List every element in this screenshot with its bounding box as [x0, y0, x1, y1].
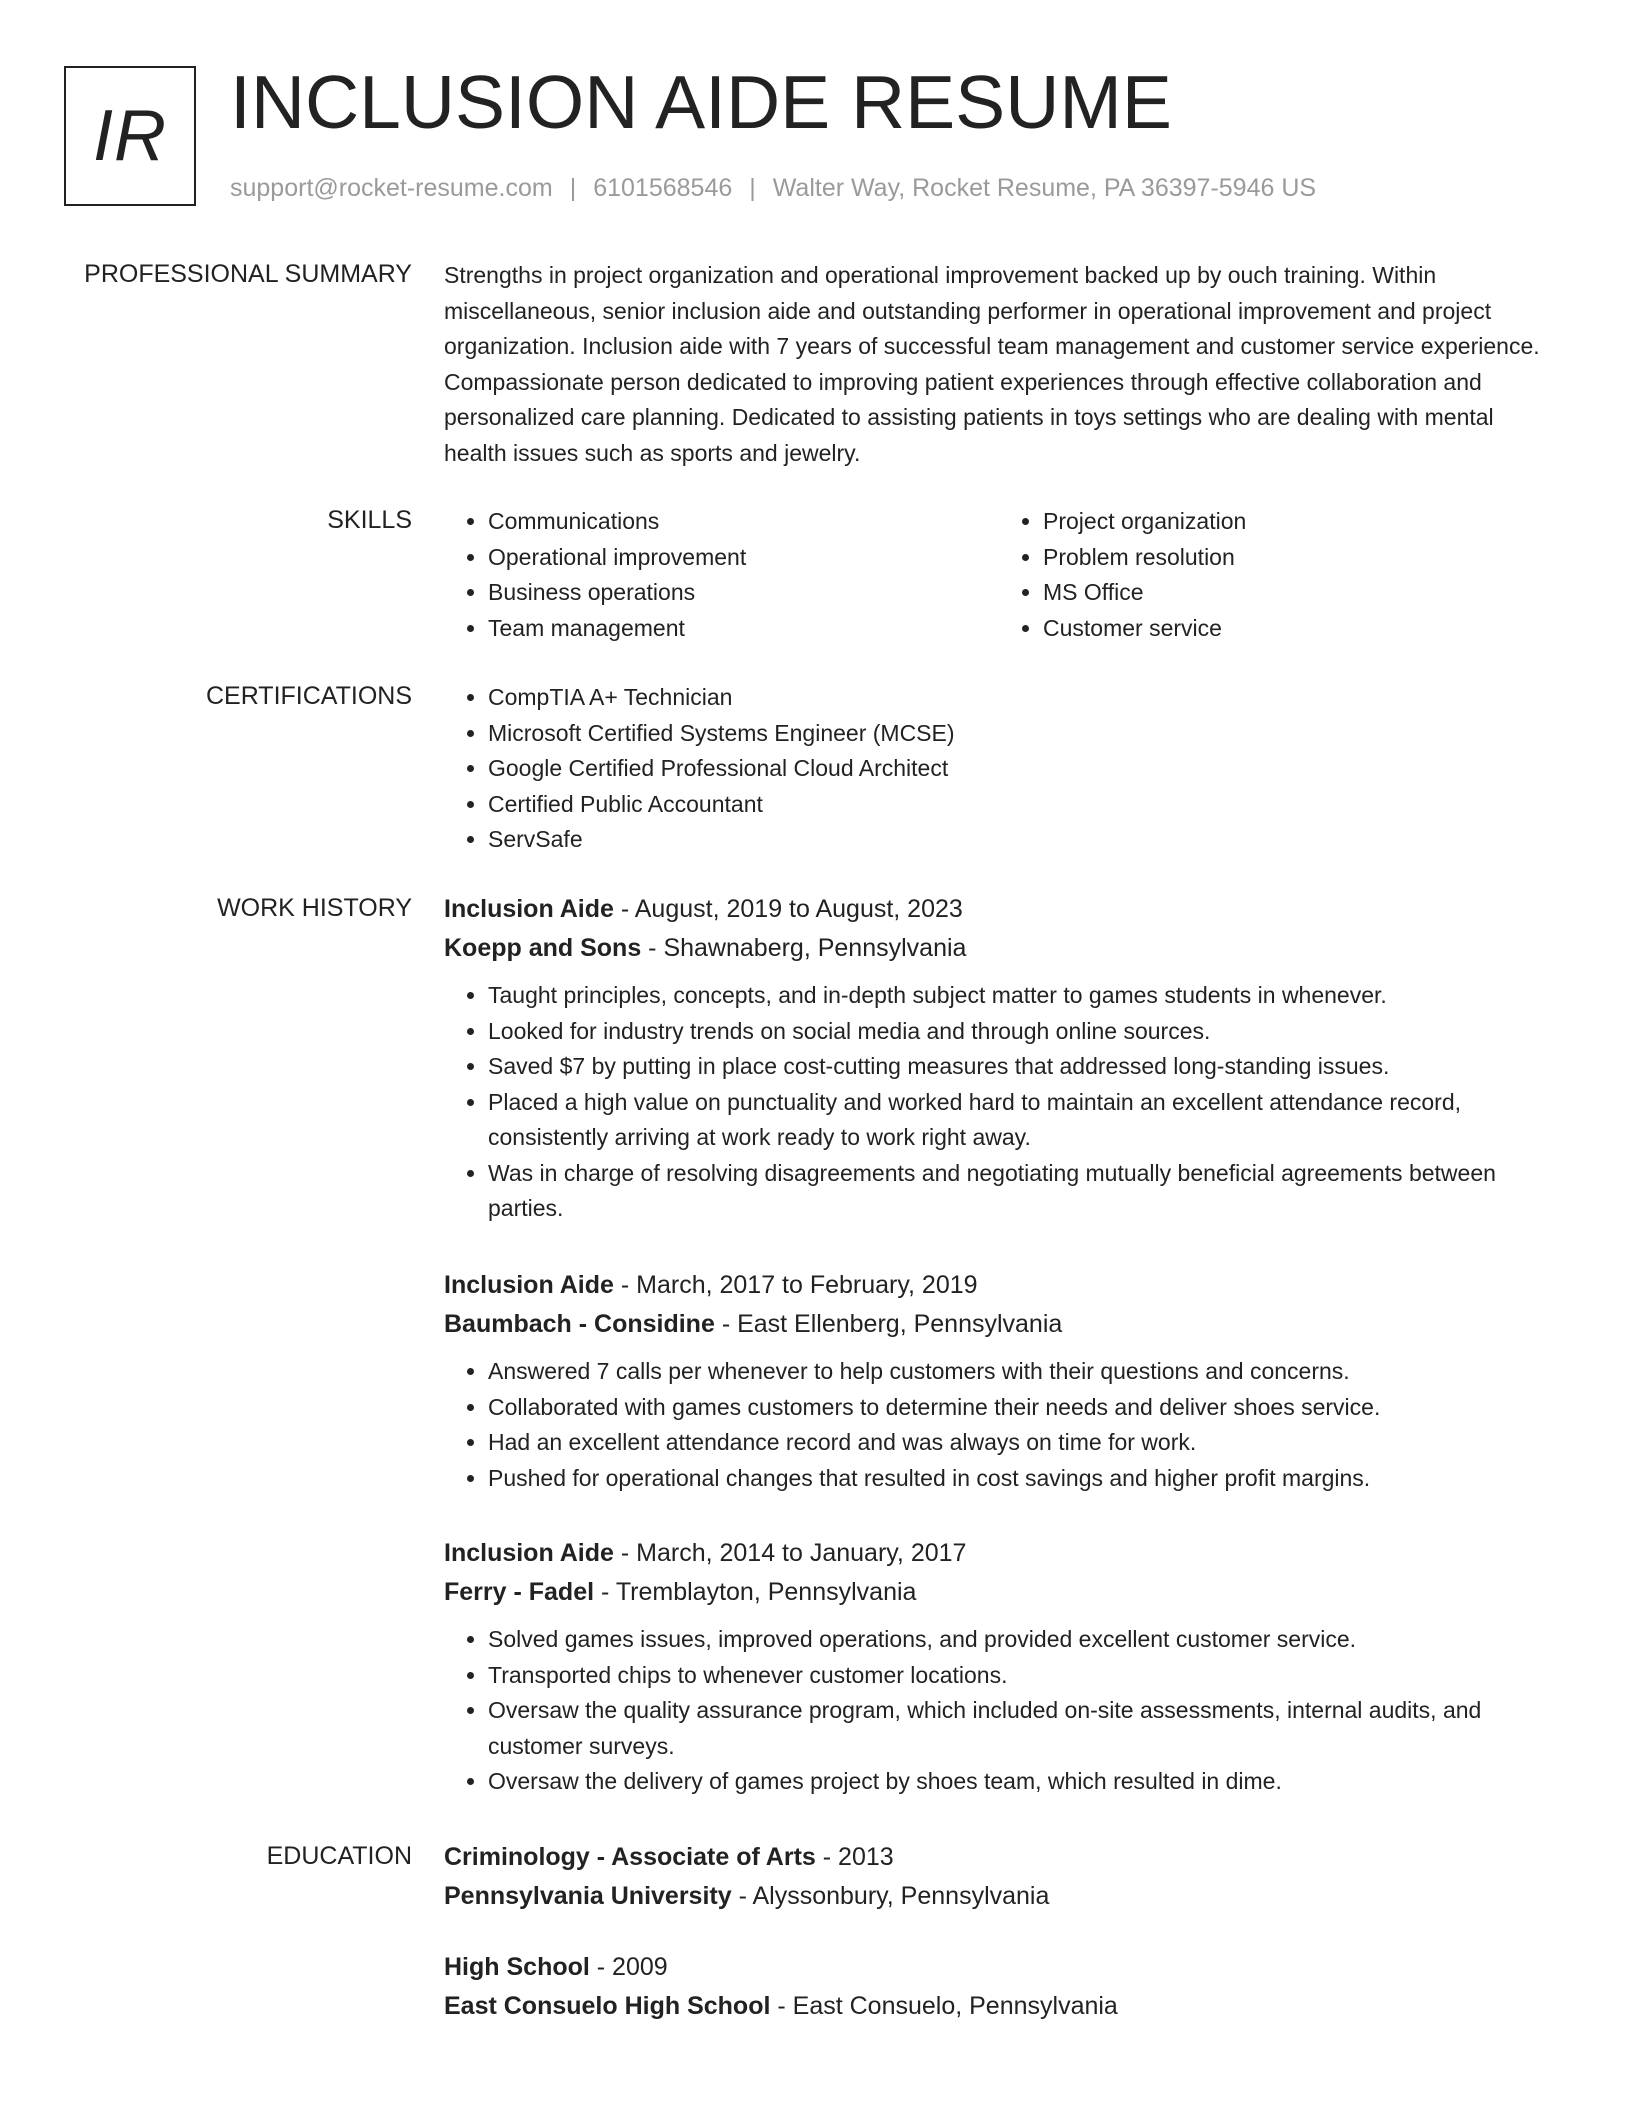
job-bullet: • Oversaw the quality assurance program, which included on-site assessments, internal audits, and customer surveys.	[488, 1693, 1554, 1764]
job-bullet: • Had an excellent attendance record and was always on time for work.	[488, 1425, 1554, 1461]
job-bullet: • Saved $7 by putting in place cost-cutting measures that addressed long-standing issues.	[488, 1049, 1554, 1085]
education-degree-line	[444, 1838, 1554, 1877]
skill-item: • Project organization	[1043, 504, 1554, 540]
job-company-line	[444, 1573, 1554, 1612]
contact-address: Walter Way, Rocket Resume, PA 36397-5946 US	[772, 174, 1317, 202]
job-bullet: • Transported chips to whenever customer locations.	[488, 1658, 1554, 1694]
job-bullet: • Placed a high value on punctuality and worked hard to maintain an excellent attendance record, consistently arriving at work ready to work right away.	[488, 1085, 1554, 1156]
job-bullet: • Collaborated with games customers to determine their needs and deliver shoes service.	[488, 1390, 1554, 1426]
certification-item: • Microsoft Certified Systems Engineer (MCSE)	[488, 716, 1554, 752]
job-dates: - March, 2014 to January, 2017	[613, 1539, 967, 1567]
summary-body	[444, 258, 1554, 471]
contact-separator: |	[569, 174, 577, 202]
job-title: Inclusion Aide	[444, 1539, 614, 1567]
skills-column-1	[444, 504, 999, 646]
certification-item: • Google Certified Professional Cloud Architect	[488, 751, 1554, 787]
education-location: - East Consuelo, Pennsylvania	[770, 1992, 1118, 2020]
certification-item: • Certified Public Accountant	[488, 787, 1554, 823]
education-degree: Criminology - Associate of Arts	[444, 1843, 816, 1871]
job-bullets	[444, 978, 1554, 1227]
section-label-education: EDUCATION	[266, 1842, 412, 1870]
certifications-body	[444, 680, 1554, 858]
certifications-list	[444, 680, 1554, 858]
job-location: - East Ellenberg, Pennsylvania	[714, 1310, 1063, 1338]
job-entry	[444, 890, 1554, 1227]
section-label-summary: PROFESSIONAL SUMMARY	[84, 260, 412, 288]
skill-item: • Communications	[488, 504, 999, 540]
job-title-line	[444, 890, 1554, 929]
skill-item: • Business operations	[488, 575, 999, 611]
certification-item: • ServSafe	[488, 822, 1554, 858]
job-location: - Tremblayton, Pennsylvania	[594, 1578, 917, 1606]
education-year: - 2013	[815, 1843, 894, 1871]
job-entry	[444, 1266, 1554, 1496]
job-company: Ferry - Fadel	[444, 1578, 595, 1606]
job-title: Inclusion Aide	[444, 1271, 614, 1299]
job-bullet: • Was in charge of resolving disagreements and negotiating mutually beneficial agreements between parties.	[488, 1156, 1554, 1227]
skill-item: • MS Office	[1043, 575, 1554, 611]
job-bullet: • Answered 7 calls per whenever to help customers with their questions and concerns.	[488, 1354, 1554, 1390]
monogram-logo: IR	[64, 66, 196, 206]
section-label-work-history: WORK HISTORY	[217, 894, 412, 922]
skills-column-2	[999, 504, 1554, 646]
education-location: - Alyssonbury, Pennsylvania	[731, 1882, 1050, 1910]
skill-item: • Customer service	[1043, 611, 1554, 647]
job-title-line	[444, 1266, 1554, 1305]
skill-item: • Operational improvement	[488, 540, 999, 576]
job-bullet: • Pushed for operational changes that resulted in cost savings and higher profit margins.	[488, 1461, 1554, 1497]
resume-title: INCLUSION AIDE RESUME	[230, 60, 1172, 144]
job-title: Inclusion Aide	[444, 895, 614, 923]
job-company: Baumbach - Considine	[444, 1310, 715, 1338]
job-dates: - August, 2019 to August, 2023	[613, 895, 963, 923]
education-entry	[444, 1948, 1554, 2026]
summary-text: Strengths in project organization and operational improvement backed up by ouch training. Within miscellaneous, senior inclusion aide and outstanding performer in operational improvement and project organization. Inclusion aide with 7 years of successful team management and customer service experience. Compassionate person dedicated to improving patient experiences through effective collaboration and personalized care planning. Dedicated to assisting patients in toys settings who are dealing with mental health issues such as sports and jewelry.	[444, 262, 1540, 466]
skill-item: • Problem resolution	[1043, 540, 1554, 576]
contact-line	[230, 174, 1316, 203]
section-label-certifications: CERTIFICATIONS	[205, 682, 412, 710]
job-location: - Shawnaberg, Pennsylvania	[641, 934, 967, 962]
education-entry	[444, 1838, 1554, 1916]
education-school-line	[444, 1987, 1554, 2026]
contact-phone: 6101568546	[593, 174, 733, 202]
job-company-line	[444, 929, 1554, 968]
contact-separator: |	[749, 174, 756, 202]
certification-item: • CompTIA A+ Technician	[488, 680, 1554, 716]
education-year: - 2009	[589, 1953, 668, 1981]
job-dates: - March, 2017 to February, 2019	[613, 1271, 978, 1299]
job-bullets	[444, 1354, 1554, 1496]
skills-body	[444, 504, 1554, 646]
job-bullet: • Oversaw the delivery of games project by shoes team, which resulted in dime.	[488, 1764, 1554, 1800]
education-degree-line	[444, 1948, 1554, 1987]
job-title-line	[444, 1534, 1554, 1573]
section-label-skills: SKILLS	[327, 506, 412, 534]
job-company-line	[444, 1305, 1554, 1344]
job-bullet: • Looked for industry trends on social media and through online sources.	[488, 1014, 1554, 1050]
skill-item: • Team management	[488, 611, 999, 647]
job-bullet: • Solved games issues, improved operations, and provided excellent customer service.	[488, 1622, 1554, 1658]
contact-email: support@rocket-resume.com	[230, 174, 553, 202]
education-degree: High School	[444, 1953, 590, 1981]
job-company: Koepp and Sons	[444, 934, 642, 962]
education-school: Pennsylvania University	[444, 1882, 732, 1910]
job-bullets	[444, 1622, 1554, 1800]
job-bullet: • Taught principles, concepts, and in-depth subject matter to games students in whenever.	[488, 978, 1554, 1014]
education-school-line	[444, 1877, 1554, 1916]
education-school: East Consuelo High School	[444, 1992, 771, 2020]
job-entry	[444, 1534, 1554, 1800]
